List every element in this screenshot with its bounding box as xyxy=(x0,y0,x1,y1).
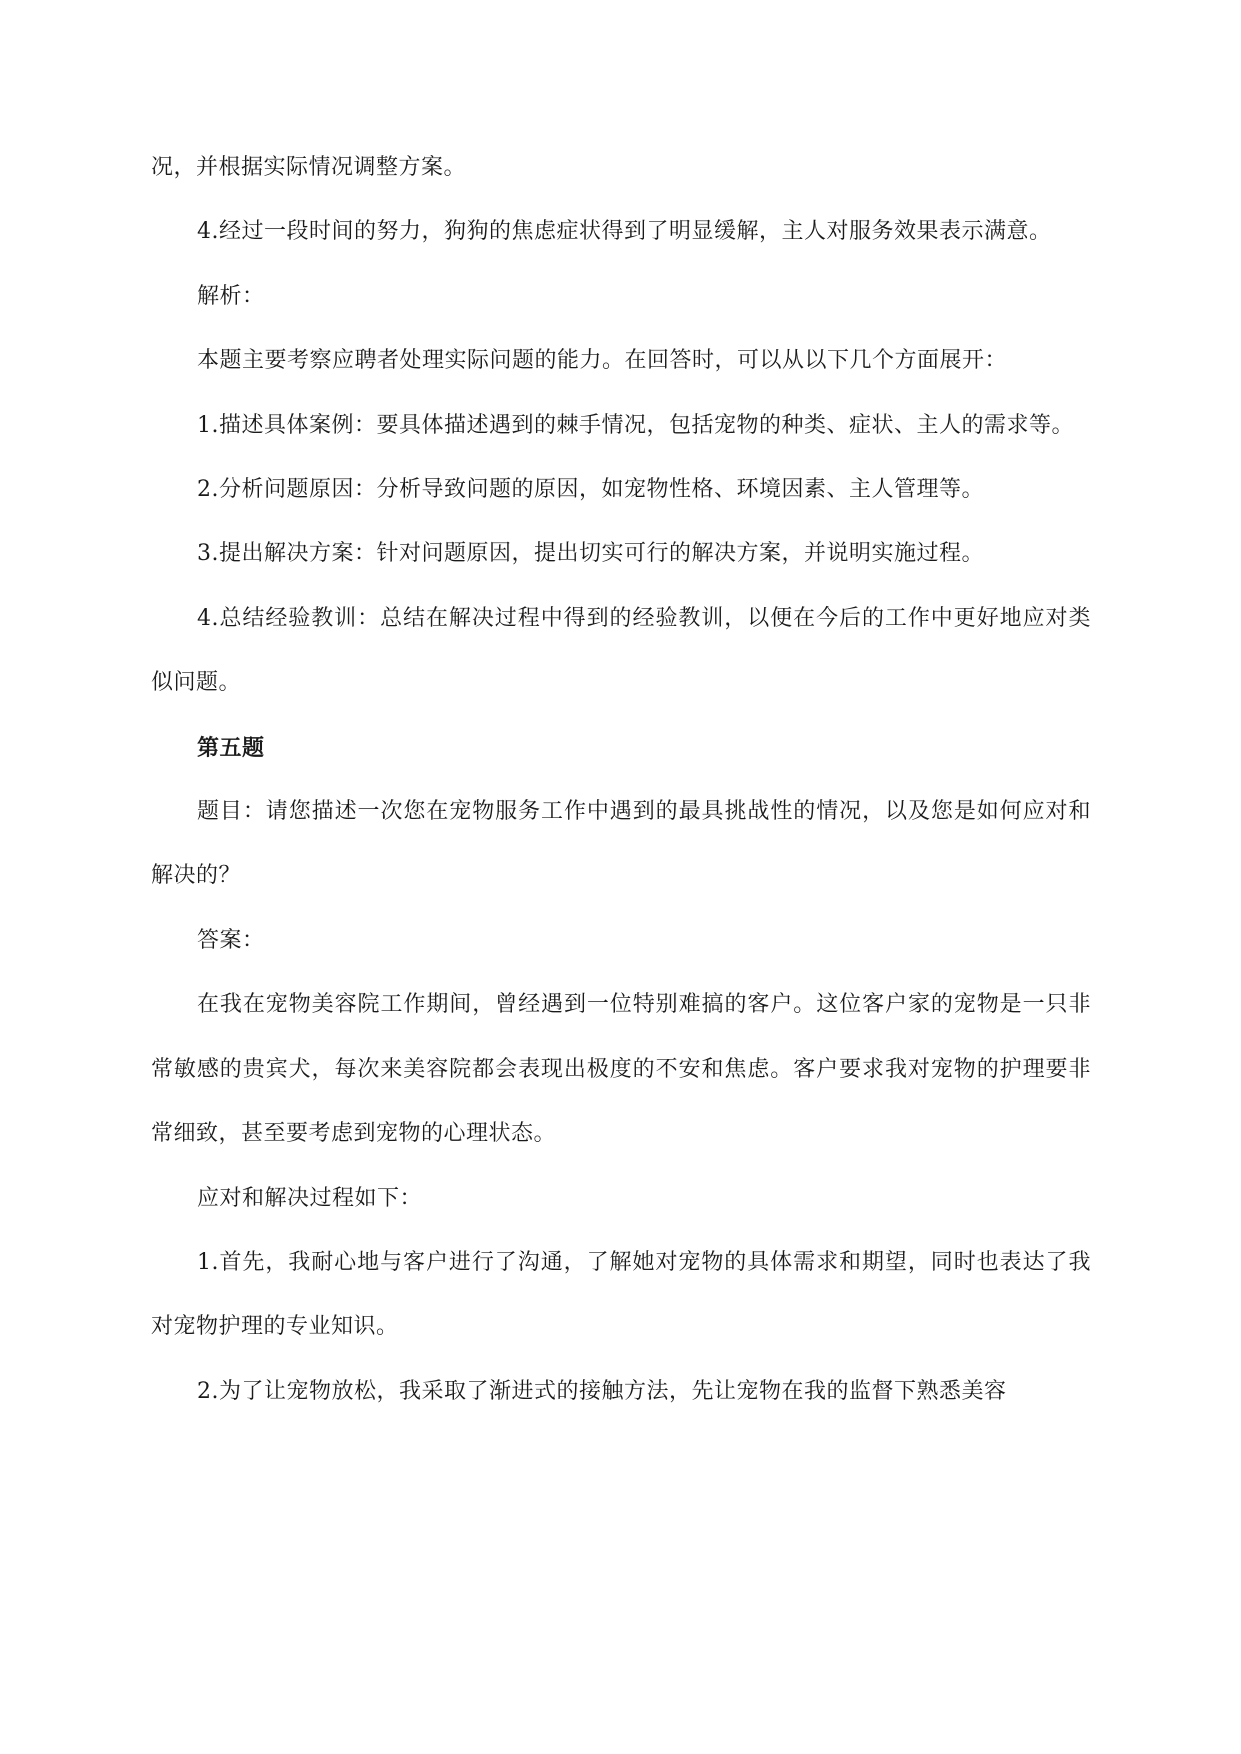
question-text: 题目：请您描述一次您在宠物服务工作中遇到的最具挑战性的情况，以及您是如何应对和解决的？ xyxy=(151,799,1091,889)
analysis-point-3: 3.提出解决方案：针对问题原因，提出切实可行的解决方案，并说明实施过程。 xyxy=(197,541,984,567)
section-heading: 第五题 xyxy=(197,734,265,761)
analysis-point-4: 4.总结经验教训：总结在解决过程中得到的经验教训，以便在今后的工作中更好地应对类似问题。 xyxy=(151,605,1091,696)
answer-body: 在我在宠物美容院工作期间，曾经遇到一位特别难搞的客户。这位客户家的宠物是一只非常敏感的贵宾犬，每次来美容院都会表现出极度的不安和焦虑。客户要求我对宠物的护理要非常细致，甚至要考虑到宠物的心理状态。 xyxy=(151,992,1091,1147)
document-body xyxy=(151,136,1091,1424)
paragraph-step-4: 4.经过一段时间的努力，狗狗的焦虑症状得到了明显缓解，主人对服务效果表示满意。 xyxy=(197,219,1052,245)
process-step-1: 1.首先，我耐心地与客户进行了沟通，了解她对宠物的具体需求和期望，同时也表达了我对宠物护理的专业知识。 xyxy=(151,1249,1091,1340)
process-intro: 应对和解决过程如下： xyxy=(197,1185,423,1211)
analysis-point-2: 2.分析问题原因：分析导致问题的原因，如宠物性格、环境因素、主人管理等。 xyxy=(197,477,984,503)
paragraph-continuation: 况，并根据实际情况调整方案。 xyxy=(151,155,467,180)
analysis-intro: 本题主要考察应聘者处理实际问题的能力。在回答时，可以从以下几个方面展开： xyxy=(197,348,1008,374)
process-step-2: 2.为了让宠物放松，我采取了渐进式的接触方法，先让宠物在我的监督下熟悉美容 xyxy=(197,1378,1007,1404)
analysis-label: 解析： xyxy=(197,283,265,309)
answer-label: 答案： xyxy=(197,927,265,953)
analysis-point-1: 1.描述具体案例：要具体描述遇到的棘手情况，包括宠物的种类、症状、主人的需求等。 xyxy=(197,412,1074,438)
